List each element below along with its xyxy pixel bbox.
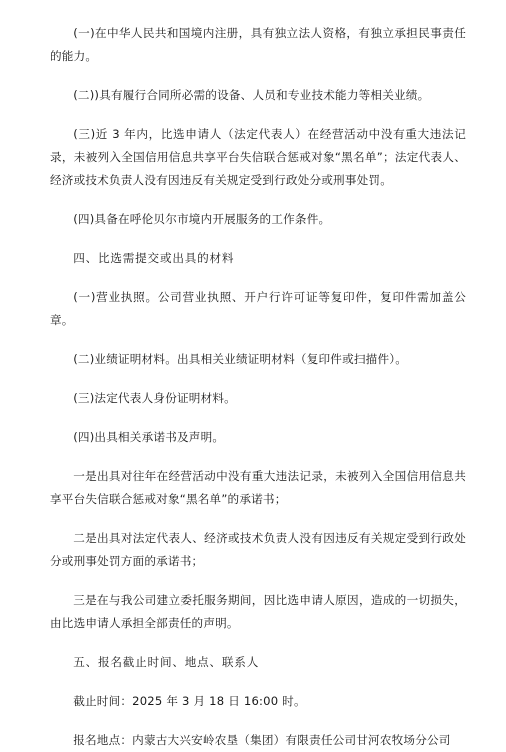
paragraph-location: 报名地点：内蒙古大兴安岭农垦（集团）有限责任公司甘河农牧场分公司	[73, 733, 451, 747]
paragraph-material-4: (四)出具相关承诺书及声明。	[73, 430, 225, 444]
paragraph-material-1: (一)营业执照。公司营业执照、开户行许可证等复印件，复印件需加盖公章。	[50, 290, 466, 327]
paragraph-deadline: 截止时间：2025 年 3 月 18 日 16:00 时。	[73, 694, 306, 708]
paragraph-requirement-2: (二))具有履行合同所必需的设备、人员和专业技术能力等相关业绩。	[73, 88, 430, 102]
paragraph-requirement-4: (四)具备在呼伦贝尔市境内开展服务的工作条件。	[73, 212, 331, 226]
paragraph-material-3: (三)法定代表人身份证明材料。	[73, 391, 236, 405]
paragraph-promise-2: 二是出具对法定代表人、经济或技术负责人没有因违反有关规定受到行政处分或刑事处罚方面的承诺书；	[50, 531, 466, 568]
section-heading-materials: 四、比选需提交或出具的材料	[73, 251, 235, 265]
paragraph-requirement-1: (一)在中华人民共和国境内注册，具有独立法人资格，有独立承担民事责任的能力。	[50, 26, 466, 63]
paragraph-material-2: (二)业绩证明材料。出具相关业绩证明材料（复印件或扫描件）。	[73, 352, 408, 366]
paragraph-promise-1: 一是出具对往年在经营活动中没有重大违法记录，未被列入全国信用信息共享平台失信联合惩戒对象“黑名单”的承诺书；	[50, 469, 466, 506]
section-heading-registration: 五、报名截止时间、地点、联系人	[73, 655, 260, 669]
paragraph-promise-3: 三是在与我公司建立委托服务期间，因比选申请人原因，造成的一切损失，由比选申请人承担全部责任的声明。	[50, 593, 466, 630]
paragraph-requirement-3: (三)近 3 年内，比选申请人（法定代表人）在经营活动中没有重大违法记录，未被列入全国信用信息共享平台失信联合惩戒对象“黑名单”；法定代表人、经济或技术负责人没有因违反有关规定受到行政处分或刑事处罚。	[50, 127, 466, 187]
